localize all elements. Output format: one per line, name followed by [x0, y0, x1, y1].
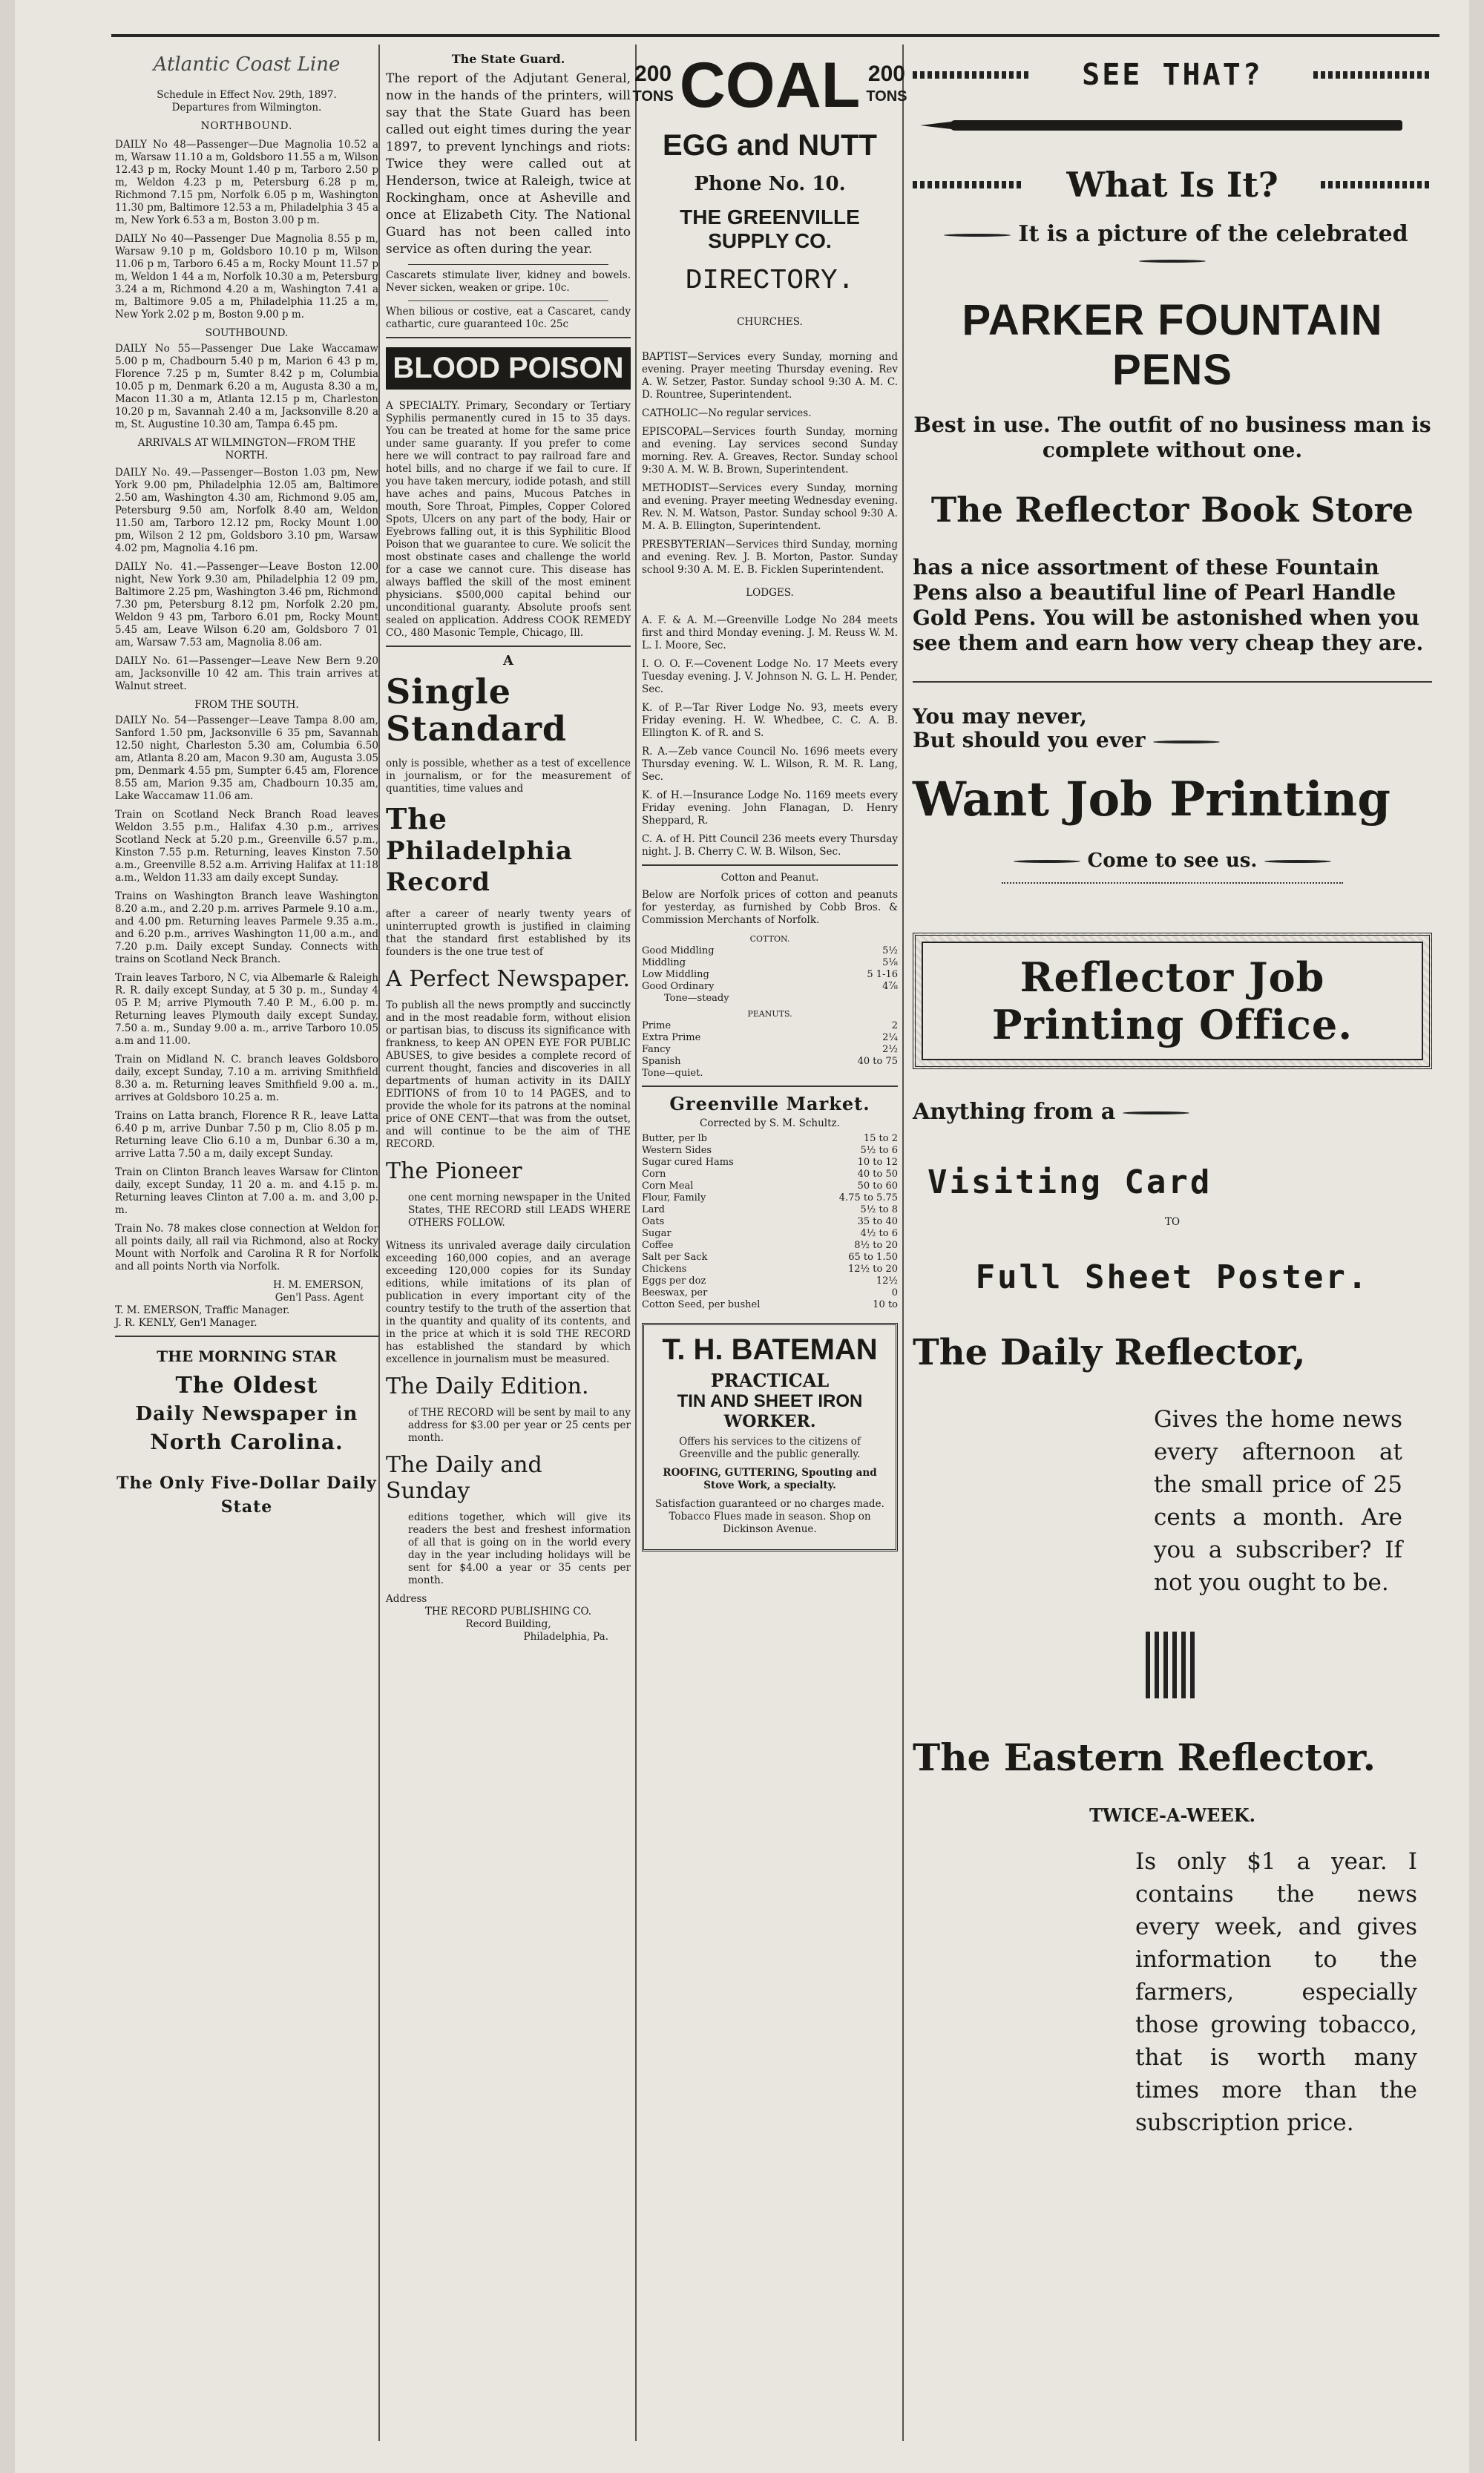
item-name: Butter, per lb [642, 1133, 707, 1144]
column-railroad-schedule [115, 45, 378, 1517]
train-entry: Train on Scotland Neck Branch Road leaves Weldon 3.55 p.m., Halifax 4.30 p.m., arrives Scotland Neck at 5.20 p.m., Greenville 6.57 p.m., Kinston 7.55 p.m. Returning, leaves Kinston 7.50 a.m., Greenville 8.52 a.m. Arriving Halifax at 11:18 a.m., Weldon 11.33 am daily except Sunday. [115, 809, 378, 884]
coal-number: 200 [867, 62, 905, 86]
witness-text: Witness its unrivaled average daily circulation exceeding 160,000 copies, and an average exceeding 120,000 copies for its Sunday editions, while imitations of its plan of publication in every important city of the country testify to the truth of the assertion that in the quantity and quality of its contents, and in the price at which it is sold THE RECORD has established the standard by which excellence in journalism must be measured. [386, 1240, 631, 1365]
item-price [796, 1068, 898, 1080]
flourish-icon [1153, 740, 1220, 743]
item-name: Flour, Family [642, 1192, 706, 1203]
train-entry: DAILY No 48—Passenger—Due Magnolia 10.52 a m, Warsaw 11.10 a m, Goldsboro 11.55 a m, Wilson 12.43 p m, Rocky Mount 1.40 p m, Tarboro 2.50 p m, Weldon 4.23 p m, Petersburg 6.28 p m, Richmond 7.15 pm, Norfolk 6.05 p m, Washington 11.30 pm, Baltimore 12.53 a m, Philadelphia 3 45 a m, New York 6.53 a m, Boston 3.00 p m. [115, 139, 378, 226]
what-is-it-row [913, 165, 1432, 205]
table-row [642, 1145, 898, 1157]
cotton-text: Below are Norfolk prices of cotton and peanuts for yesterday, as furnished by Cobb Bros. & Commission Merchants of Norfolk. [642, 889, 898, 926]
table-row [642, 1252, 898, 1264]
what-is-it-heading: What Is It? [1066, 165, 1278, 205]
market-table [642, 1133, 898, 1311]
item-name: Good Middling [642, 945, 715, 956]
but-should-text [913, 729, 1432, 752]
book-store-heading: The Reflector Book Store [930, 490, 1414, 530]
item-price: 5 1-16 [867, 969, 898, 980]
item-price: 40 to 50 [857, 1169, 898, 1180]
publisher-building: Record Building, [465, 1618, 551, 1630]
train-entry: Train leaves Tarboro, N C, via Albemarle & Raleigh R. R. daily except Sunday, at 5 30 p. m., Sunday 4 05 P. M; arrive Plymouth 7.40 P. M., 6.00 p. m. Returning leaves Plymouth daily except Sunday, 7.50 a. m., Sunday 9.00 a. m., arrive Tarboro 10.05 a.m and 11.00. [115, 972, 378, 1047]
lodge-entry: C. A. of H. Pitt Council 236 meets every Thursday night. J. B. Cherry C. W. B. Wilson, Sec. [642, 833, 898, 858]
picture-of-text [913, 221, 1432, 273]
perfect-heading: A Perfect Newspaper. [386, 966, 631, 992]
train-entry: Train on Midland N. C. branch leaves Goldsboro daily, except Sunday, 7.10 a m. arriving Smithfield 8.30 a. m. Returning leaves Smithfield 9.00 a. m., arrives at Goldsboro 10.25 a. m. [115, 1054, 378, 1103]
table-row [642, 969, 898, 981]
train-entry: DAILY No. 41.—Passenger—Leave Boston 12.00 night, New York 9.30 am, Philadelphia 12 09 pm, Baltimore 2.25 pm, Washington 3.46 pm, Richmond 7.30 pm, Petersburg 8.12 pm, Norfolk 2.20 pm, Weldon 9 43 pm, Tarboro 6.01 pm, Rocky Mount 5.45 am, Leave Wilson 6.20 am, Goldsboro 7 01 am, Warsaw 7.53 am, Magnolia 8.06 am. [115, 561, 378, 648]
flourish-icon [1123, 1111, 1189, 1114]
signature-title: Gen'l Pass. Agent [275, 1292, 364, 1304]
anything-from-text [913, 1099, 1432, 1125]
item-price: 2½ [882, 1044, 898, 1055]
lodges-heading: LODGES. [746, 587, 794, 599]
divider [386, 646, 631, 647]
morning-star-line: Daily Newspaper in [135, 1403, 358, 1425]
picture-of-label: It is a picture of the celebrated [1018, 221, 1408, 247]
church-entry: EPISCOPAL—Services fourth Sunday, morning and evening. Lay services second Sunday morning. Rev. A. Greaves, Rector. Sunday school 9:30 A. M. W. B. Brown, Superintendent. [642, 426, 898, 476]
table-row [642, 1180, 898, 1192]
pen-barrel-icon [950, 120, 1402, 131]
lodge-entry: I. O. O. F.—Covenent Lodge No. 17 Meets every Tuesday evening. J. V. Johnson N. G. L. H. Pender, Sec. [642, 658, 898, 695]
coal-ad [632, 50, 907, 121]
morning-star-line: The Oldest [175, 1373, 318, 1399]
cascarets-ad: When bilious or costive, eat a Cascaret, candy cathartic, cure guaranteed 10c. 25c [386, 306, 631, 330]
table-row [642, 1157, 898, 1169]
cotton-table [642, 945, 898, 1005]
item-price: 5⅛ [882, 957, 898, 968]
train-entry: Trains on Washington Branch leave Washington 8.20 a.m., and 2.20 p.m. arrives Parmele 9.10 a.m., and 4.00 pm. Returning leaves Parmele 9.35 a.m., and 6.20 p.m., arrives Washington 11,00 a.m., and 7.20 p.m. Daily except Sunday. Connects with trains on Scotland Neck Branch. [115, 890, 378, 965]
item-price: 0 [891, 1287, 898, 1298]
arrivals-heading: ARRIVALS AT WILMINGTON—FROM THE NORTH. [137, 437, 356, 462]
signature: T. M. EMERSON, Traffic Manager. [115, 1304, 290, 1316]
daily-sunday-text: editions together, which will give its readers the best and freshest information of all that is going on in the world every day in the year including holidays will be sent for $4.00 a year or 35 cents per month. [408, 1511, 631, 1586]
train-entry: DAILY No 40—Passenger Due Magnolia 8.55 p m, Warsaw 9.10 p m, Goldsboro 10.10 p m, Wilson 11.06 p m, Tarboro 6.45 a m, Rocky Mount 11.57 p m, Weldon 1 44 a m, Norfolk 10.30 a m, Petersburg 3.24 a m, Richmond 4.20 a m, Washington 7.41 a m, Baltimore 9.05 a m, Philadelphia 11.25 a m, New York 2.02 p m, Boston 9.00 p m. [115, 233, 378, 321]
state-guard-text: The report of the Adjutant General, now in the hands of the printers, will say that the State Guard has been called out eight times during the year 1897, to prevent lynchings and riots: Twice they were called out at Henderson, twice at Raleigh, twice at Rockingham, once at Asheville and once at Elizabeth City. The National Guard has not been called into service as often during the year. [386, 71, 631, 257]
table-row [642, 1044, 898, 1056]
item-name: Low Middling [642, 969, 709, 980]
eastern-reflector-heading: The Eastern Reflector. [913, 1735, 1376, 1779]
job-office-heading: Reflector Job Printing Office. [922, 942, 1423, 1060]
church-entry: METHODIST—Services every Sunday, morning and evening. Prayer meeting Wednesday evening. Rev. N. M. Watson, Pastor. Sunday school 9:30 A. M. A. B. Ellington, Superintendent. [642, 482, 898, 532]
bateman-text: Offers his services to the citizens of Greenville and the public generally. [679, 1436, 861, 1460]
morning-star-heading: THE MORNING STAR [157, 1347, 337, 1365]
item-name: Sugar [642, 1228, 672, 1239]
item-name: Good Ordinary [642, 981, 715, 992]
column-rule [378, 45, 380, 2441]
morning-star-line: State [220, 1497, 273, 1517]
train-entry: DAILY No 55—Passenger Due Lake Waccamaw 5.00 p m, Chadbourn 5.40 p m, Marion 6 43 p m, Florence 7.25 p m, Sumter 8.42 p m, Columbia 10.05 p m, Denmark 6.20 a m, Augusta 8.30 a m, Macon 11.30 a m, Atlanta 12.15 p m, Charleston 10.20 p m, Savannah 2.40 a m, Jacksonville 8.20 a m, St. Augustine 10.30 am, Tampa 6.45 pm. [115, 343, 378, 430]
morning-star-line: The Only Five-Dollar Daily [116, 1474, 377, 1493]
item-name: Tone—quiet. [642, 1068, 703, 1079]
coal-number: 200 [634, 62, 672, 86]
item-price: 4⅞ [882, 981, 898, 992]
departures-label: Departures from Wilmington. [171, 102, 322, 114]
item-name: Chickens [642, 1264, 687, 1275]
item-price: 4½ to 6 [860, 1228, 898, 1239]
ornament [913, 71, 1031, 79]
may-never-text: You may never, [913, 704, 1087, 729]
item-name: Lard [642, 1204, 665, 1215]
cotton-heading: COTTON. [749, 934, 790, 944]
coal-heading: COAL [679, 50, 861, 121]
best-in-use-text: Best in use. The outfit of no business man is complete without one. [913, 413, 1431, 462]
signature: H. M. EMERSON, [272, 1279, 364, 1291]
train-entry: DAILY No. 54—Passenger—Leave Tampa 8.00 am, Sanford 1.50 pm, Jacksonville 6 35 pm, Savannah 12.50 night, Charleston 5.30 am, Columbia 6.50 am, Atlanta 8.20 am, Macon 9.30 am, Augusta 3.05 pm, Denmark 4.55 pm, Sumpter 6.45 am, Florence 8.55 am, Marion 9.35 am, Chadbourn 10.35 am, Lake Waccamaw 11.06 am. [115, 715, 378, 802]
item-name: Middling [642, 957, 686, 968]
publisher-name: THE RECORD PUBLISHING CO. [424, 1606, 592, 1618]
flourish-icon [944, 234, 1011, 237]
item-name: Corn [642, 1169, 666, 1180]
pen-nib-icon [920, 122, 951, 129]
coal-tons: TONS [866, 88, 907, 105]
item-price: 10 to 12 [857, 1157, 898, 1168]
see-that-row [913, 58, 1432, 92]
standard-heading: Standard [386, 709, 568, 749]
record-text: after a career of nearly twenty years of uninterrupted growth is justified in claiming that the standard first established by its founders is the one true test of [386, 908, 631, 958]
item-name: Coffee [642, 1240, 674, 1251]
item-price: 8½ to 20 [854, 1240, 898, 1251]
train-entry: Trains on Latta branch, Florence R R., leave Latta 6.40 p m, arrive Dunbar 7.50 p m, Clio 8.05 p m. Returning leave Clio 6.10 a m, Dunbar 6.30 a m, arrive Latta 7.50 a m, daily except Sunday. [115, 1110, 378, 1160]
a-mark: A [503, 653, 513, 669]
column-news-ads [386, 45, 631, 1643]
single-heading: Single [386, 671, 512, 712]
peanut-heading: PEANUTS. [747, 1009, 792, 1019]
egg-nutt-heading: EGG and NUTT [663, 129, 877, 162]
fountain-pens-text: has a nice assortment of these Fountain Pens also a beautiful line of Pearl Handle Gold Pens. You will be astonished when you see them and earn how very cheap they are. [913, 555, 1424, 655]
table-row [642, 1169, 898, 1180]
see-that-heading: SEE THAT? [1082, 58, 1263, 92]
ornament [913, 181, 1024, 188]
item-price: 35 to 40 [857, 1216, 898, 1227]
wave-ornament [1002, 882, 1343, 888]
record-heading: Record [386, 867, 490, 897]
item-name: Oats [642, 1216, 665, 1227]
anything-label: Anything from a [913, 1099, 1116, 1125]
daily-sunday-heading: The Daily and Sunday [386, 1452, 542, 1504]
market-title: Greenville Market. [669, 1093, 870, 1114]
table-row [642, 1216, 898, 1228]
item-name: Beeswax, per [642, 1287, 708, 1298]
job-office-box [913, 933, 1432, 1069]
lodge-entry: K. of H.—Insurance Lodge No. 1169 meets every Friday evening. John Flanagan, D. Henry Sheppard, R. [642, 789, 898, 827]
table-row [642, 1264, 898, 1275]
ornament [1146, 1632, 1199, 1698]
daily-edition-heading: The Daily Edition. [386, 1373, 589, 1399]
twice-week-label: TWICE-A-WEEK. [1089, 1804, 1255, 1826]
lodge-entry: R. A.—Zeb vance Council No. 1696 meets every Thursday evening. W. L. Wilson, R. M. R. Lang, Sec. [642, 746, 898, 783]
bateman-ad [642, 1323, 898, 1551]
peanut-table [642, 1020, 898, 1080]
divider [408, 264, 608, 265]
divider [642, 864, 898, 866]
flourish-icon [1139, 260, 1206, 263]
item-name: Western Sides [642, 1145, 712, 1156]
parker-heading: PARKER FOUNTAIN PENS [962, 296, 1383, 394]
table-row [642, 957, 898, 969]
column-reflector-ads [913, 45, 1432, 2139]
church-entry: CATHOLIC—No regular services. [642, 407, 812, 419]
eastern-reflector-text: Is only $1 a year. I contains the news every week, and gives information to the farmers, especially those growing tobacco, that is worth many times more than the subscription price. [1135, 1848, 1417, 2136]
church-entry: PRESBYTERIAN—Services third Sunday, morning and evening. Rev. J. B. Morton, Pastor. Sunday school 9:30 A. M. E. B. Ficklen Superintendent. [642, 539, 898, 576]
lodge-entry: A. F. & A. M.—Greenville Lodge No 284 meets first and third Monday evening. J. M. Reuss W. M. L. I. Moore, Sec. [642, 614, 898, 651]
item-name: Tone—steady [664, 993, 729, 1004]
table-row [642, 1192, 898, 1204]
single-text: only is possible, whether as a test of excellence in journalism, or for the measurement of quantities, time values and [386, 758, 631, 795]
bateman-practical: PRACTICAL [710, 1370, 830, 1391]
item-name: Cotton Seed, per bushel [642, 1299, 761, 1310]
table-row [642, 1020, 898, 1032]
item-name: Sugar cured Hams [642, 1157, 734, 1168]
top-rule [111, 34, 1439, 37]
supply-company: THE GREENVILLE SUPPLY CO. [680, 206, 860, 252]
train-entry: DAILY No. 49.—Passenger—Boston 1.03 pm, New York 9.00 pm, Philadelphia 12.05 am, Baltimore 2.50 am, Washington 4.30 am, Richmond 9.05 am, Petersburg 9.50 am, Norfolk 8.40 am, Weldon 11.50 am, Tarboro 12.12 pm, Rocky Mount 1.00 pm, Wilson 2 12 pm, Goldsboro 3.10 pm, Warsaw 4.02 pm, Magnolia 4.16 pm. [115, 467, 378, 554]
item-price: 2 [891, 1020, 898, 1031]
address-label: Address [386, 1593, 427, 1605]
lodge-entry: K. of P.—Tar River Lodge No. 93, meets every Friday evening. H. W. Whedbee, C. C. A. B. Ellington K. of R. and S. [642, 702, 898, 739]
blood-poison-banner: BLOOD POISON [386, 347, 631, 390]
morning-star-line: North Carolina. [150, 1430, 344, 1454]
from-south-heading: FROM THE SOUTH. [194, 699, 299, 711]
visiting-card-heading: Visiting Card [928, 1163, 1212, 1201]
ornament [1321, 181, 1432, 188]
come-see-text [913, 850, 1432, 872]
blood-poison-text: A SPECIALTY. Primary, Secondary or Tertiary Syphilis permanently cured in 15 to 35 days. You can be treated at home for the same price under same guaranty. If you prefer to come here we will contract to pay railroad fare and hotel bills, and no charge if we fail to cure. If you have taken mercury, iodide potash, and still have aches and pains, Mucous Patches in mouth, Sore Throat, Pimples, Copper Colored Spots, Ulcers on any part of the body, Hair or Eyebrows falling out, it is this Syphilitic Blood Poison that we guarantee to cure. We solicit the most obstinate cases and challenge the world for a case we cannot cure. This disease has always baffled the skill of the most eminent physicians. $500,000 capital behind our unconditional guaranty. Absolute proofs sent sealed on application. Address COOK REMEDY CO., 480 Masonic Temple, Chicago, Ill. [386, 400, 631, 639]
train-entry: Train on Clinton Branch leaves Warsaw for Clinton daily, except Sunday, 11 20 a. m. and 4.15 p. m. Returning leaves Clinton at 7.00 a. m. and 3,00 p. m. [115, 1166, 378, 1216]
ornament [1313, 71, 1432, 79]
item-price: 5½ to 8 [860, 1204, 898, 1215]
table-row [642, 1133, 898, 1145]
daily-reflector-heading: The Daily Reflector, [913, 1332, 1306, 1373]
column-directory [632, 45, 907, 1559]
phone-number: Phone No. 10. [694, 173, 846, 195]
church-entry: BAPTIST—Services every Sunday, morning and evening. Prayer meeting Thursday evening. Rev A. W. Setzer, Pastor. Sunday school 9:30 A. M. C. D. Rountree, Superintendent. [642, 351, 898, 401]
item-price: 12½ to 20 [848, 1264, 898, 1275]
table-row [642, 1240, 898, 1252]
table-row [642, 1287, 898, 1299]
flourish-icon [1014, 860, 1080, 863]
flourish-icon [1264, 860, 1331, 863]
but-should-label: But should you ever [913, 728, 1146, 752]
divider [913, 681, 1432, 683]
table-row [642, 1032, 898, 1044]
pioneer-heading: The Pioneer [386, 1158, 522, 1184]
northbound-heading: NORTHBOUND. [200, 120, 293, 132]
come-see-label: Come to see us. [1087, 850, 1258, 872]
train-entry: Train No. 78 makes close connection at Weldon for all points daily, all rail via Richmond, also at Rocky Mount with Norfolk and Carolina R R for Norfolk and all points North via Norfolk. [115, 1223, 378, 1272]
coal-amount [866, 63, 907, 108]
divider [408, 300, 608, 301]
record-heading: Philadelphia [386, 836, 573, 866]
bateman-worker: WORKER. [723, 1412, 816, 1431]
item-name: Eggs per doz [642, 1275, 706, 1287]
item-price: 40 to 75 [857, 1056, 898, 1067]
table-row [642, 1068, 898, 1080]
column-rule [635, 45, 637, 2441]
churches-heading: CHURCHES. [737, 316, 803, 328]
cotton-title: Cotton and Peanut. [720, 872, 819, 884]
item-price: 5½ to 6 [860, 1145, 898, 1156]
record-heading: The [386, 802, 448, 835]
table-row [642, 1228, 898, 1240]
item-price: 5½ [882, 945, 898, 956]
daily-edition-text: of THE RECORD will be sent by mail to any address for $3.00 per year or 25 cents per month. [408, 1407, 631, 1444]
table-row [642, 1204, 898, 1216]
fountain-pen-illustration [920, 114, 1425, 135]
item-name: Fancy [642, 1044, 671, 1055]
daily-reflector-text: Gives the home news every afternoon at the small price of 25 cents a month. Are you a subscriber? If not you ought to be. [1154, 1406, 1402, 1596]
table-row [642, 1056, 898, 1068]
item-price: 12½ [876, 1275, 898, 1287]
bateman-trade: TIN AND SHEET IRON [677, 1391, 863, 1411]
table-row [642, 993, 898, 1005]
to-label: TO [1164, 1216, 1181, 1228]
perfect-text: To publish all the news promptly and succinctly and in the most readable form, without elision or partisan bias, to discuss its significance with frankness, to keep AN OPEN EYE FOR PUBLIC ABUSES, to give besides a complete record of current thought, fancies and discoveries in all departments of human activity in its DAILY EDITIONS of from 10 to 14 PAGES, and to provide the whole for its patrons at the nominal price of ONE CENT—that was from the outset, and will continue to be the aim of THE RECORD. [386, 999, 631, 1150]
item-price: 2¼ [882, 1032, 898, 1043]
item-price: 65 to 1.50 [848, 1252, 898, 1263]
item-name: Corn Meal [642, 1180, 694, 1192]
item-price [831, 993, 898, 1005]
publisher-city: Philadelphia, Pa. [523, 1631, 608, 1643]
item-name: Prime [642, 1020, 672, 1031]
table-row [642, 945, 898, 957]
coal-tons: TONS [632, 88, 674, 105]
newspaper-page [15, 0, 1469, 2473]
bateman-name: T. H. BATEMAN [662, 1333, 878, 1366]
divider [386, 337, 631, 338]
market-subtitle: Corrected by S. M. Schultz. [700, 1117, 840, 1129]
item-price: 50 to 60 [857, 1180, 898, 1192]
item-price: 15 to 2 [863, 1133, 898, 1144]
item-price: 4.75 to 5.75 [838, 1192, 898, 1203]
signature: J. R. KENLY, Gen'l Manager. [115, 1317, 257, 1329]
column-rule [902, 45, 904, 2441]
directory-heading: DIRECTORY. [685, 265, 855, 297]
table-row [642, 1275, 898, 1287]
item-name: Extra Prime [642, 1032, 701, 1043]
full-sheet-heading: Full Sheet Poster. [975, 1258, 1370, 1296]
bateman-services: ROOFING, GUTTERING, Spouting and Stove Work, a specialty. [663, 1467, 877, 1491]
item-name: Spanish [642, 1056, 681, 1067]
pioneer-text: one cent morning newspaper in the United States, THE RECORD still LEADS WHERE OTHERS FOLLOW. [408, 1192, 631, 1229]
item-price: 10 to [873, 1299, 898, 1310]
divider [115, 1336, 378, 1337]
rail-title: Atlantic Coast Line [153, 53, 341, 76]
train-entry: DAILY No. 61—Passenger—Leave New Bern 9.20 am, Jacksonville 10 42 am. This train arrives at Walnut street. [115, 655, 378, 692]
bateman-guarantee: Satisfaction guaranteed or no charges made. Tobacco Flues made in season. Shop on Dickinson Avenue. [655, 1498, 884, 1535]
cascarets-ad: Cascarets stimulate liver, kidney and bowels. Never sicken, weaken or gripe. 10c. [386, 269, 631, 294]
table-row [642, 981, 898, 993]
item-name: Salt per Sack [642, 1252, 708, 1263]
southbound-heading: SOUTHBOUND. [205, 327, 289, 339]
want-job-heading: Want Job Printing [913, 772, 1391, 827]
coal-amount [632, 63, 673, 108]
state-guard-title: The State Guard. [451, 52, 565, 66]
schedule-date: Schedule in Effect Nov. 29th, 1897. [157, 89, 337, 101]
divider [642, 1086, 898, 1087]
table-row [642, 1299, 898, 1311]
